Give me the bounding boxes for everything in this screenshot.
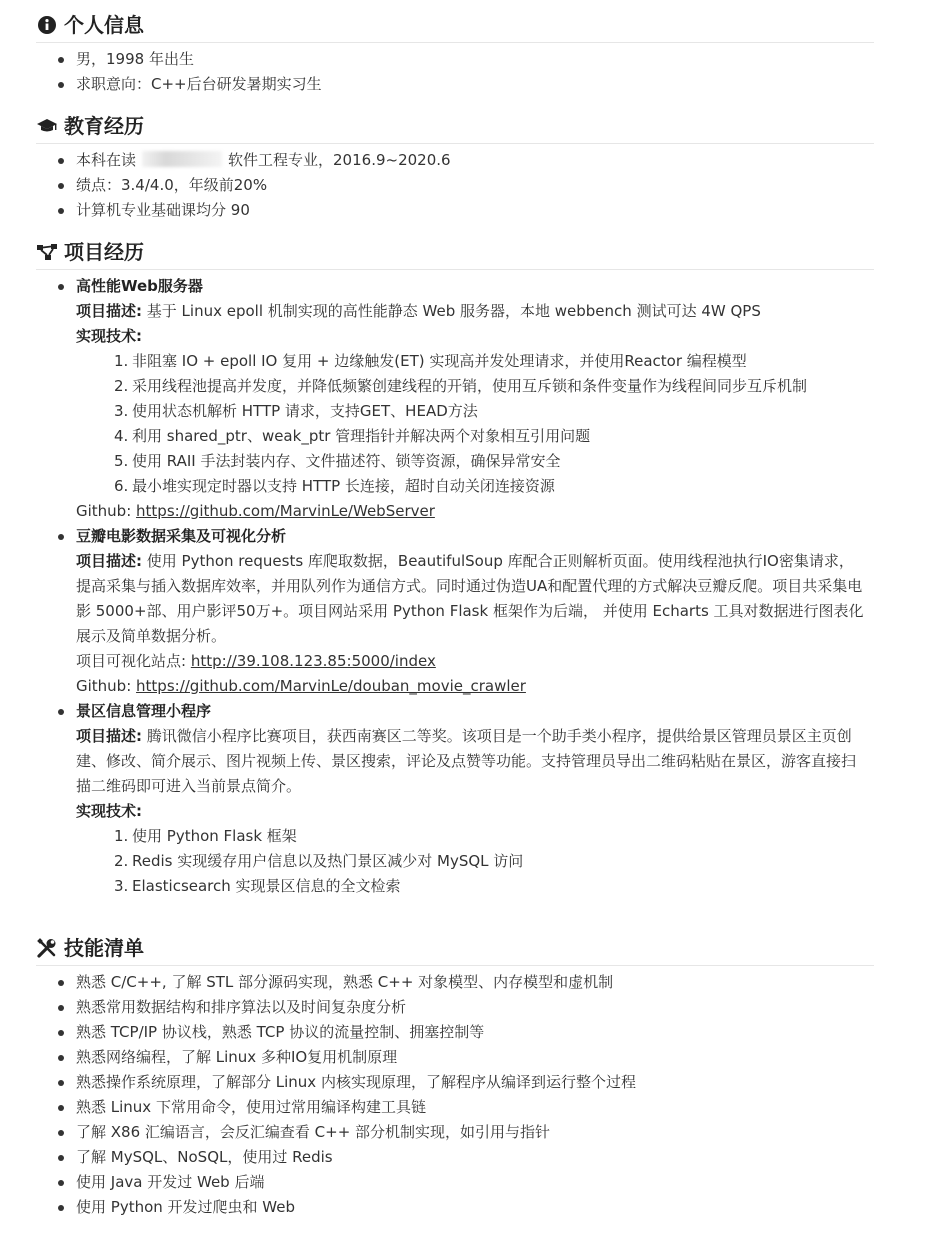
tech-list (76, 349, 874, 499)
desc-text: 基于 Linux epoll 机制实现的高性能静态 Web 服务器，本地 webbench 测试可达 4W QPS (146, 302, 761, 320)
redacted-school-name (142, 151, 222, 167)
list-item: 熟悉 Linux 下常用命令，使用过常用编译构建工具链 (76, 1095, 874, 1120)
tech-label: 实现技术: (76, 802, 142, 820)
project-item (76, 274, 874, 524)
tech-item: 5. 使用 RAII 手法封装内存、文件描述符、锁等资源，确保异常安全 (114, 452, 561, 470)
site-label: 项目可视化站点: (76, 652, 191, 670)
site-link[interactable]: http://39.108.123.85:5000/index (190, 652, 436, 670)
wrench-icon (36, 937, 58, 959)
list-item: 男，1998 年出生 (76, 47, 874, 72)
list-item: 绩点：3.4/4.0，年级前20% (76, 173, 874, 198)
list-item: 了解 MySQL、NoSQL，使用过 Redis (76, 1145, 874, 1170)
skills-list (36, 970, 874, 1220)
project-description (76, 299, 874, 324)
project-item (76, 524, 874, 699)
project-name: 景区信息管理小程序 (76, 702, 212, 720)
github-line (76, 499, 874, 524)
list-item: 求职意向：C++后台研发暑期实习生 (76, 72, 874, 97)
tech-list (76, 824, 874, 899)
list-item: 了解 X86 汇编语言，会反汇编查看 C++ 部分机制实现，如引用与指针 (76, 1120, 874, 1145)
list-item: 使用 Java 开发过 Web 后端 (76, 1170, 874, 1195)
github-link[interactable]: https://github.com/MarvinLe/douban_movie_crawler (136, 677, 526, 695)
section-title-text: 教育经历 (64, 113, 144, 138)
list-item: 熟悉 TCP/IP 协议栈，熟悉 TCP 协议的流量控制、拥塞控制等 (76, 1020, 874, 1045)
tech-item: 1. 非阻塞 IO + epoll IO 复用 + 边缘触发(ET) 实现高并发处理请求，并使用Reactor 编程模型 (114, 352, 747, 370)
tech-label: 实现技术: (76, 327, 142, 345)
project-description (76, 549, 874, 649)
section-personal (36, 10, 874, 97)
github-link[interactable]: https://github.com/MarvinLe/WebServer (136, 502, 435, 520)
tech-item: 4. 利用 shared_ptr、weak_ptr 管理指针并解决两个对象相互引用问题 (114, 427, 591, 445)
section-title-text: 项目经历 (64, 239, 144, 264)
tech-item: 6. 最小堆实现定时器以支持 HTTP 长连接，超时自动关闭连接资源 (114, 477, 555, 495)
section-title (36, 237, 874, 270)
list-item: 使用 Python 开发过爬虫和 Web (76, 1195, 874, 1220)
tech-item: 2. 采用线程池提高并发度，并降低频繁创建线程的开销，使用互斥锁和条件变量作为线程间同步互斥机制 (114, 377, 808, 395)
project-name: 豆瓣电影数据采集及可视化分析 (76, 527, 287, 545)
list-item: 计算机专业基础课均分 90 (76, 198, 874, 223)
list-item (76, 148, 874, 173)
major-dates: 软件工程专业，2016.9~2020.6 (228, 151, 451, 169)
project-item (76, 699, 874, 899)
sitemap-icon (36, 241, 58, 263)
desc-label: 项目描述: (76, 552, 142, 570)
github-line (76, 674, 874, 699)
education-list (36, 148, 874, 223)
list-item: 熟悉常用数据结构和排序算法以及时间复杂度分析 (76, 995, 874, 1020)
section-skills (36, 933, 874, 1220)
desc-label: 项目描述: (76, 302, 142, 320)
tech-item: 3. Elasticsearch 实现景区信息的全文检索 (114, 877, 401, 895)
section-education (36, 111, 874, 223)
desc-text: 腾讯微信小程序比赛项目，获西南赛区二等奖。该项目是一个助手类小程序，提供给景区管理员景区主页创建、修改、简介展示、图片视频上传、景区搜索，评论及点赞等功能。支持管理员导出二维码粘贴在景区，游客直接扫描二维码即可进入当前景点简介。 (76, 727, 857, 795)
github-label: Github: (76, 677, 137, 695)
desc-text: 使用 Python requests 库爬取数据，BeautifulSoup 库配合正则解析页面。使用线程池执行IO密集请求，提高采集与插入数据库效率，并用队列作为通信方式。同时通过伪造UA和配置代理的方式解决豆瓣反爬。项目共采集电影 5000+部、用户影评50万+。项目网站采用 Python Flask 框架作为后端， 并使用 Echarts 工具对数据进行图表化展示及简单数据分析。 (76, 552, 864, 645)
list-item: 熟悉操作系统原理，了解部分 Linux 内核实现原理，了解程序从编译到运行整个过程 (76, 1070, 874, 1095)
list-item: 熟悉 C/C++, 了解 STL 部分源码实现，熟悉 C++ 对象模型、内存模型和虚机制 (76, 970, 874, 995)
section-title (36, 933, 874, 966)
tech-item: 1. 使用 Python Flask 框架 (114, 827, 297, 845)
section-title (36, 10, 874, 43)
tech-item: 2. Redis 实现缓存用户信息以及热门景区减少对 MySQL 访问 (114, 852, 524, 870)
tech-item: 3. 使用状态机解析 HTTP 请求，支持GET、HEAD方法 (114, 402, 478, 420)
school-prefix: 本科在读 (76, 151, 137, 169)
github-label: Github: (76, 502, 137, 520)
section-title-text: 技能清单 (64, 935, 144, 960)
project-description (76, 724, 874, 799)
personal-list (36, 47, 874, 97)
projects-list (36, 274, 874, 899)
graduation-cap-icon (36, 115, 58, 137)
info-icon (36, 14, 58, 36)
site-line (76, 649, 874, 674)
list-item: 熟悉网络编程，了解 Linux 多种IO复用机制原理 (76, 1045, 874, 1070)
desc-label: 项目描述: (76, 727, 142, 745)
section-projects (36, 237, 874, 899)
section-title (36, 111, 874, 144)
section-title-text: 个人信息 (64, 12, 144, 37)
project-name: 高性能Web服务器 (76, 277, 203, 295)
